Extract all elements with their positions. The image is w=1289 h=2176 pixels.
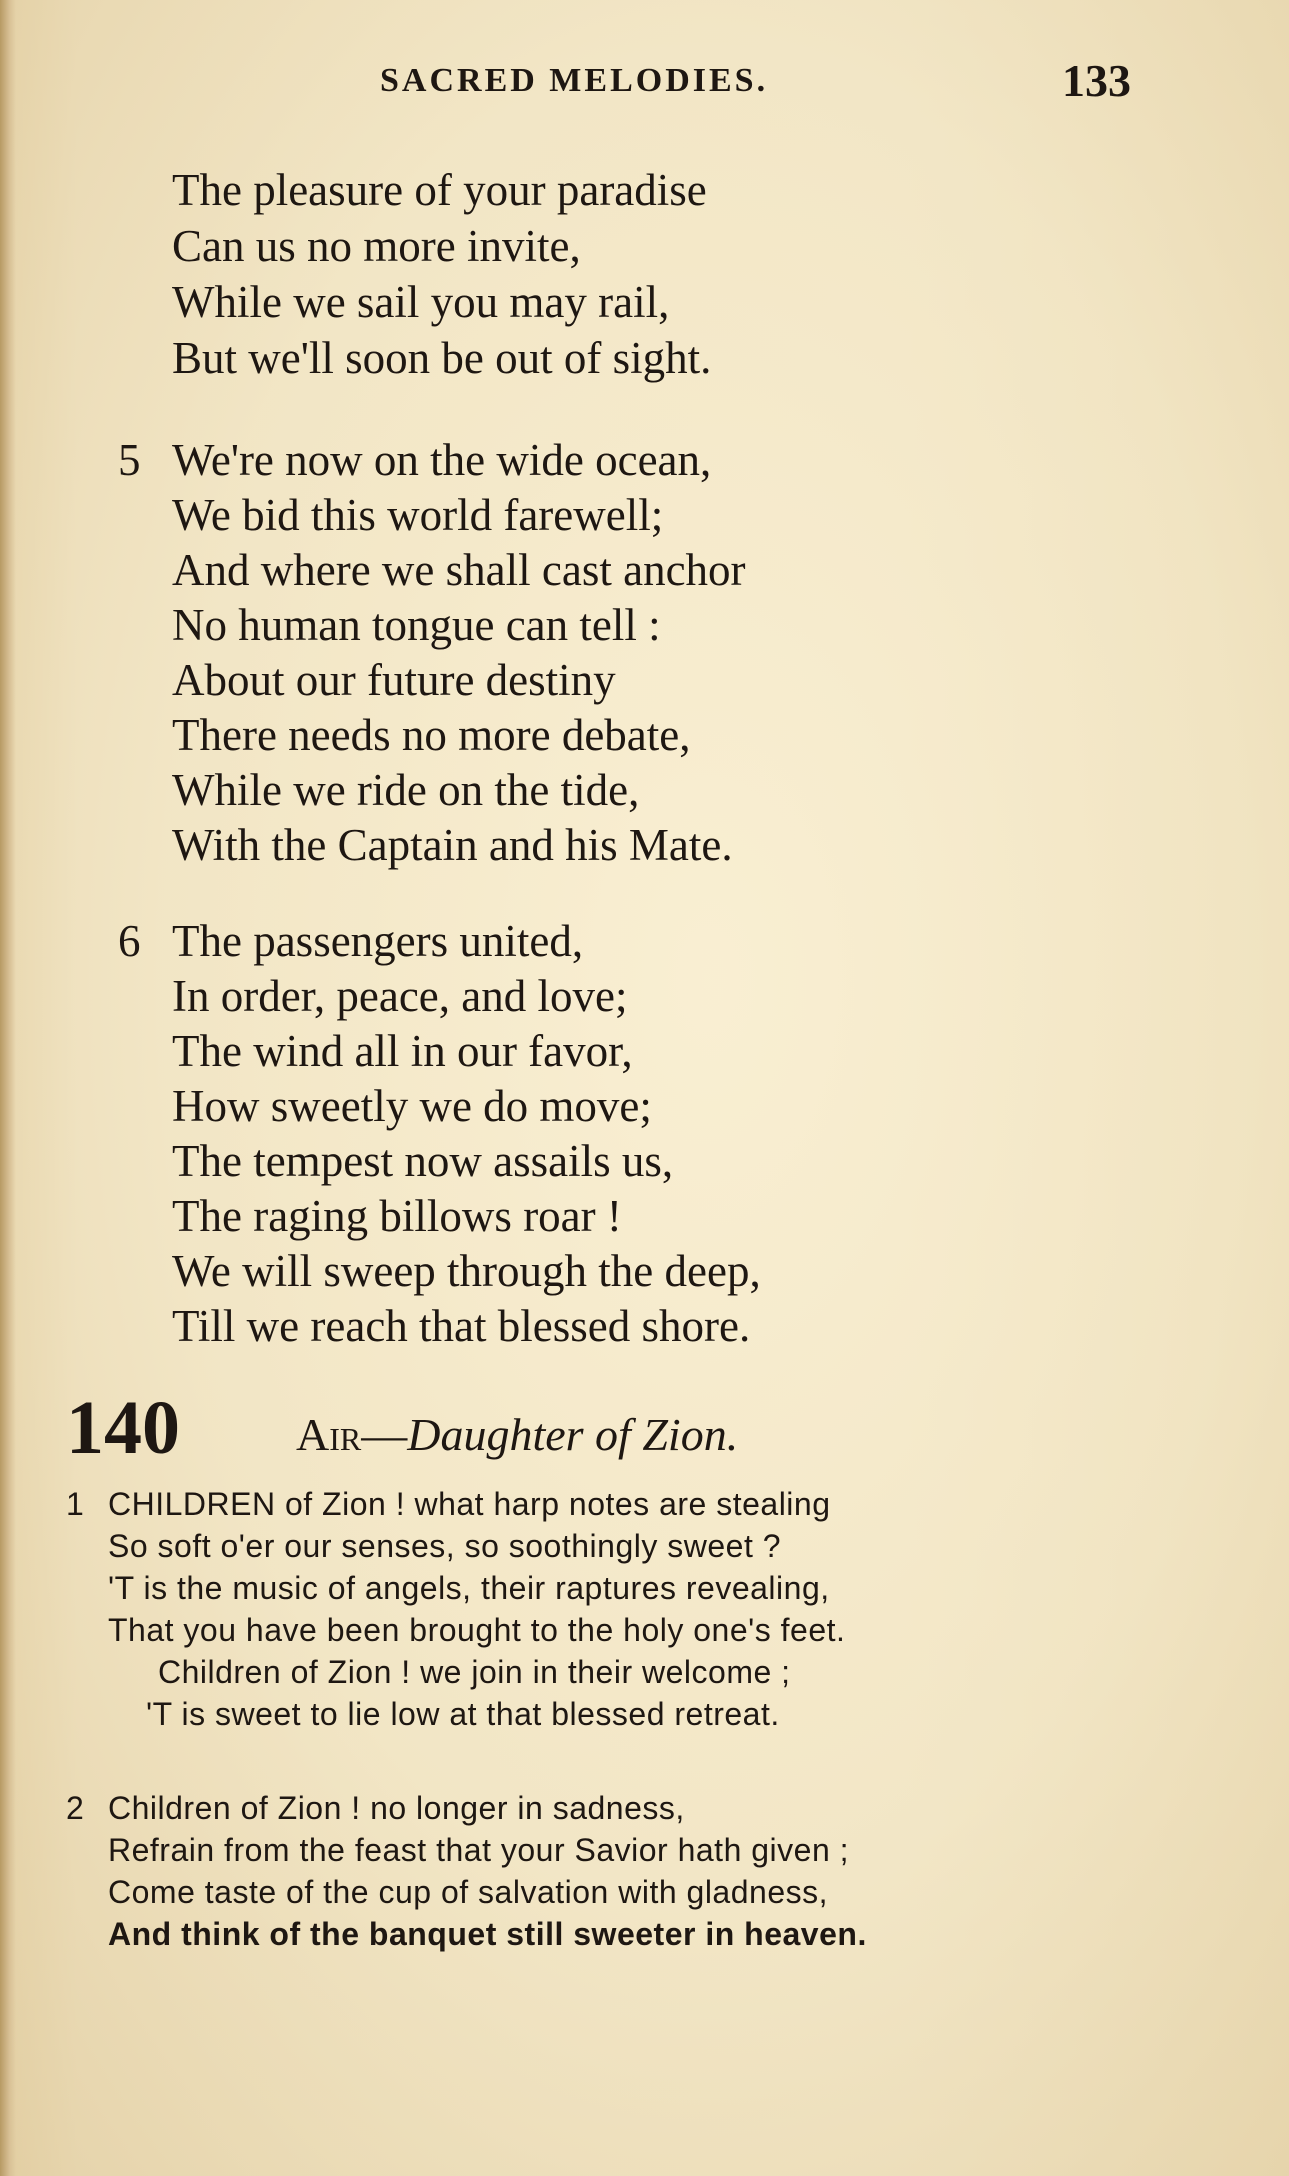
air-dash: — [361, 1409, 408, 1460]
stanza-number: 5 [118, 435, 141, 485]
verse-line: Can us no more invite, [172, 221, 581, 271]
air-title: Daughter of Zion. [407, 1409, 739, 1460]
page-number: 133 [1062, 55, 1131, 106]
page-gutter [0, 0, 16, 2176]
verse-line: We're now on the wide ocean, [172, 435, 712, 485]
verse-line: We will sweep through the deep, [172, 1246, 761, 1296]
verse-line: No human tongue can tell : [172, 600, 661, 650]
page-header [0, 54, 1289, 104]
hymn-line: Children of Zion ! no longer in sadness, [108, 1790, 685, 1826]
hymn-line: CHILDREN of Zion ! what harp notes are stealing [108, 1486, 831, 1522]
verse-line: About our future destiny [172, 655, 616, 705]
air-prefix: Air [296, 1409, 362, 1460]
verse-line: We bid this world farewell; [172, 490, 664, 540]
verse-number: 2 [66, 1790, 84, 1826]
hymn-tune [296, 1409, 739, 1460]
verse-line: The pleasure of your paradise [172, 165, 707, 215]
hymn-line: So soft o'er our senses, so soothingly sweet ? [108, 1528, 782, 1564]
verse-line: While we sail you may rail, [172, 277, 670, 327]
hymn-line: That you have been brought to the holy one's feet. [108, 1612, 846, 1648]
verse-line: How sweetly we do move; [172, 1081, 652, 1131]
hymn-line: 'T is the music of angels, their raptures revealing, [108, 1570, 830, 1606]
running-title: SACRED MELODIES. [380, 62, 769, 99]
verse-line: The raging billows roar ! [172, 1191, 622, 1241]
verse-line: But we'll soon be out of sight. [172, 333, 712, 383]
hymn-line: Refrain from the feast that your Savior hath given ; [108, 1832, 850, 1868]
verse-line: And where we shall cast anchor [172, 545, 746, 595]
hymn-line: Children of Zion ! we join in their welcome ; [158, 1654, 791, 1690]
verse-number: 1 [66, 1486, 84, 1522]
hymn-line: Come taste of the cup of salvation with gladness, [108, 1874, 828, 1910]
verse-line: There needs no more debate, [172, 710, 691, 760]
hymn-heading [66, 1386, 1246, 1470]
verse-line: With the Captain and his Mate. [172, 820, 733, 870]
verse-line: The passengers united, [172, 916, 584, 966]
verse-line: In order, peace, and love; [172, 971, 628, 1021]
hymn-line: And think of the banquet still sweeter in heaven. [108, 1916, 867, 1952]
hymn-number: 140 [66, 1386, 180, 1470]
verse-line: The wind all in our favor, [172, 1026, 633, 1076]
verse-line: The tempest now assails us, [172, 1136, 674, 1186]
verse-line: While we ride on the tide, [172, 765, 640, 815]
verse-line: Till we reach that blessed shore. [172, 1301, 751, 1351]
hymn-line: 'T is sweet to lie low at that blessed retreat. [146, 1696, 780, 1732]
stanza-number: 6 [118, 916, 141, 966]
